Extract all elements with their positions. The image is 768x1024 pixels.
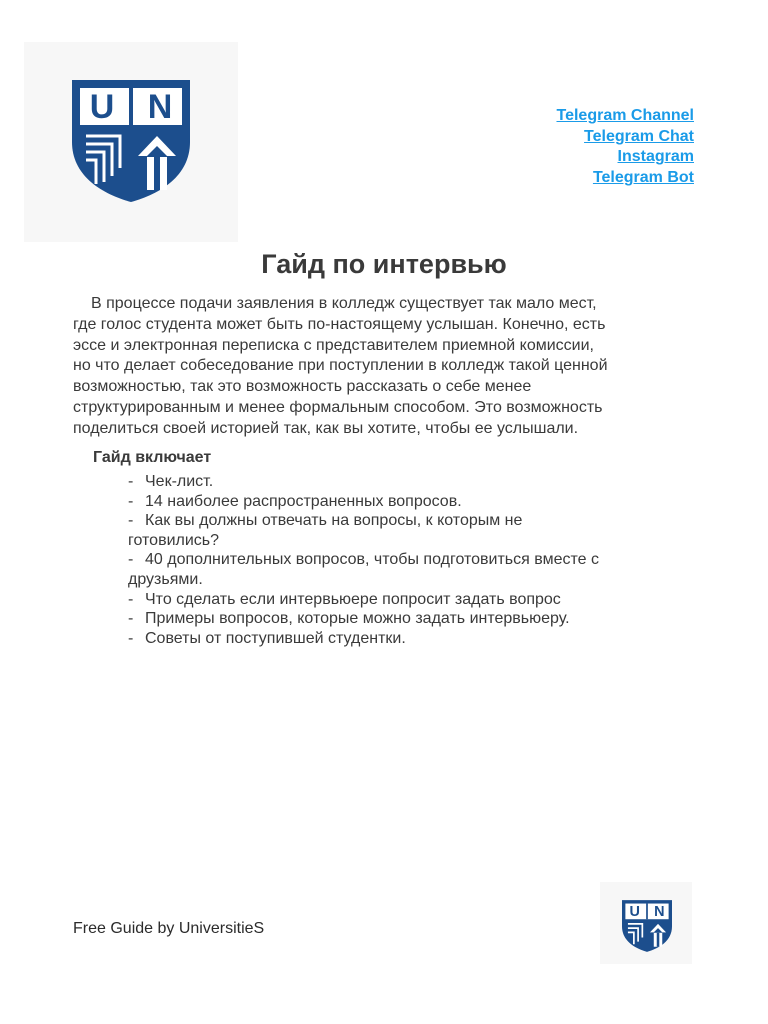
list-item-text: Чек-лист. — [145, 473, 214, 490]
paragraph-line: структурированным и менее формальным способом. Это возможность — [73, 398, 603, 416]
telegram-chat-link[interactable]: Telegram Chat — [584, 127, 694, 145]
telegram-channel-link[interactable]: Telegram Channel — [556, 107, 694, 124]
guide-heading: Гайд включает — [93, 449, 212, 466]
list-item: - Советы от поступившей студентки. — [128, 629, 406, 647]
list-item: - 40 дополнительных вопросов, чтобы подготовиться вместе с друзьями. — [128, 550, 688, 589]
list-item-continuation: готовились? — [128, 531, 220, 549]
paragraph-line: где голос студента может быть по-настоящему услышан. Конечно, есть — [73, 315, 606, 333]
svg-text:N: N — [147, 88, 173, 126]
list-item: - Примеры вопросов, которые можно задать интервьюеру. — [128, 610, 570, 628]
list-item-text: Что сделать если интервьюере попросит задать вопрос — [145, 590, 561, 608]
list-item-text: Как вы должны отвечать на вопросы, к которым не — [145, 512, 523, 530]
paragraph-line: поделиться своей историей так, как вы хотите, чтобы ее услышали. — [73, 419, 579, 437]
universities-logo — [72, 80, 190, 202]
universities-logo-small — [622, 900, 672, 952]
svg-text:U: U — [629, 904, 640, 921]
instagram-link[interactable]: Instagram — [617, 148, 694, 166]
list-item-text: Советы от поступившей студентки. — [145, 629, 406, 647]
list-item-continuation: друзьями. — [128, 570, 203, 588]
list-item-text: Примеры вопросов, которые можно задать интервьюеру. — [145, 610, 570, 628]
svg-text:U: U — [89, 88, 115, 126]
paragraph-line: эссе и электронная переписка с представителем приемной комиссии, — [73, 336, 594, 354]
list-item: - Как вы должны отвечать на вопросы, к которым не готовились? — [128, 511, 688, 550]
paragraph-line: но что делает собеседование при поступлении в колледж такой ценной — [73, 357, 608, 375]
social-links — [556, 106, 694, 189]
telegram-bot-link[interactable]: Telegram Bot — [592, 169, 694, 187]
paragraph-line: В процессе подачи заявления в колледж существует так мало мест, — [91, 295, 597, 312]
intro-paragraph — [73, 294, 703, 440]
list-item-text: 40 дополнительных вопросов, чтобы подготовиться вместе с — [145, 551, 599, 569]
list-item: - Чек-лист. — [128, 473, 214, 490]
paragraph-line: возможностью, так это возможность рассказать о себе менее — [73, 378, 532, 396]
footer-credit: Free Guide by UniversitieS — [73, 920, 265, 937]
list-item-text: 14 наиболее распространенных вопросов. — [145, 492, 462, 510]
list-item: - Что сделать если интервьюере попросит задать вопрос — [128, 590, 561, 608]
list-item: - 14 наиболее распространенных вопросов. — [128, 492, 462, 510]
page-title: Гайд по интервью — [261, 249, 507, 279]
svg-text:N: N — [654, 904, 665, 921]
guide-list — [128, 472, 688, 648]
